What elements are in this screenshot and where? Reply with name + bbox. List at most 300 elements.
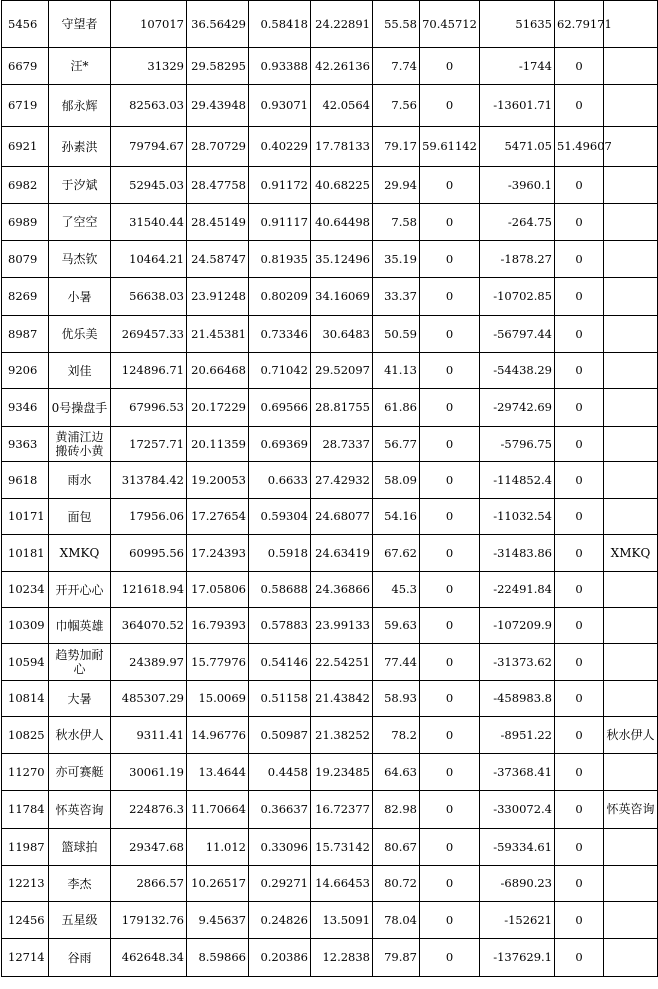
col8-cell: 0 — [420, 866, 480, 902]
rank-cell: 9346 — [2, 389, 49, 427]
name-cell: 李杰 — [49, 866, 111, 902]
amount-cell: 56638.03 — [111, 278, 187, 316]
table-row — [2, 717, 658, 754]
name-cell: 郁永辉 — [49, 85, 111, 127]
rank-cell: 10309 — [2, 608, 49, 644]
col10-cell: 0 — [555, 85, 604, 127]
col8-cell: 0 — [420, 608, 480, 644]
col9-cell: 5471.05 — [480, 127, 555, 167]
col4-cell: 17.24393 — [187, 535, 249, 572]
col8-cell: 0 — [420, 499, 480, 535]
col9-cell: -5796.75 — [480, 427, 555, 462]
table-row — [2, 85, 658, 127]
col6-cell: 12.2838 — [311, 939, 373, 977]
col5-cell: 0.58418 — [249, 1, 311, 48]
col7-cell: 79.17 — [373, 127, 420, 167]
note-cell — [604, 499, 658, 535]
col4-cell: 29.58295 — [187, 48, 249, 85]
amount-cell: 124896.71 — [111, 353, 187, 389]
col9-cell: 51635 — [480, 1, 555, 48]
col4-cell: 17.27654 — [187, 499, 249, 535]
col7-cell: 80.72 — [373, 866, 420, 902]
col10-cell: 0 — [555, 754, 604, 791]
note-cell — [604, 48, 658, 85]
rank-cell: 9618 — [2, 462, 49, 499]
col7-cell: 7.56 — [373, 85, 420, 127]
col9-cell: -29742.69 — [480, 389, 555, 427]
name-cell: 汪* — [49, 48, 111, 85]
note-cell — [604, 167, 658, 204]
rank-cell: 11987 — [2, 829, 49, 866]
rank-cell: 9363 — [2, 427, 49, 462]
col6-cell: 30.6483 — [311, 316, 373, 353]
col9-cell: -37368.41 — [480, 754, 555, 791]
col10-cell: 0 — [555, 462, 604, 499]
col7-cell: 29.94 — [373, 167, 420, 204]
col8-cell: 0 — [420, 427, 480, 462]
amount-cell: 67996.53 — [111, 389, 187, 427]
col7-cell: 59.63 — [373, 608, 420, 644]
col6-cell: 23.99133 — [311, 608, 373, 644]
name-cell: 怀英咨询 — [49, 791, 111, 829]
col10-cell: 0 — [555, 278, 604, 316]
col9-cell: -114852.4 — [480, 462, 555, 499]
col7-cell: 58.09 — [373, 462, 420, 499]
col10-cell: 0 — [555, 791, 604, 829]
note-cell — [604, 754, 658, 791]
name-cell: 守望者 — [49, 1, 111, 48]
col8-cell: 0 — [420, 353, 480, 389]
col5-cell: 0.5918 — [249, 535, 311, 572]
col6-cell: 34.16069 — [311, 278, 373, 316]
col5-cell: 0.93071 — [249, 85, 311, 127]
name-cell: 开开心心 — [49, 572, 111, 608]
amount-cell: 82563.03 — [111, 85, 187, 127]
col6-cell: 40.68225 — [311, 167, 373, 204]
amount-cell: 2866.57 — [111, 866, 187, 902]
col10-cell: 0 — [555, 829, 604, 866]
rank-cell: 12213 — [2, 866, 49, 902]
note-cell — [604, 204, 658, 241]
col6-cell: 14.66453 — [311, 866, 373, 902]
col5-cell: 0.57883 — [249, 608, 311, 644]
col10-cell: 0 — [555, 572, 604, 608]
rank-cell: 8269 — [2, 278, 49, 316]
amount-cell: 52945.03 — [111, 167, 187, 204]
table-row — [2, 462, 658, 499]
col8-cell: 0 — [420, 717, 480, 754]
col7-cell: 64.63 — [373, 754, 420, 791]
col7-cell: 7.74 — [373, 48, 420, 85]
name-cell: 小暑 — [49, 278, 111, 316]
col4-cell: 15.77976 — [187, 644, 249, 681]
table-row — [2, 608, 658, 644]
col9-cell: -13601.71 — [480, 85, 555, 127]
col10-cell: 0 — [555, 389, 604, 427]
col4-cell: 8.59866 — [187, 939, 249, 977]
amount-cell: 79794.67 — [111, 127, 187, 167]
table-row — [2, 866, 658, 902]
note-cell — [604, 316, 658, 353]
col7-cell: 82.98 — [373, 791, 420, 829]
col5-cell: 0.6633 — [249, 462, 311, 499]
col8-cell: 0 — [420, 204, 480, 241]
col8-cell: 0 — [420, 389, 480, 427]
table-row — [2, 939, 658, 977]
col7-cell: 45.3 — [373, 572, 420, 608]
col5-cell: 0.58688 — [249, 572, 311, 608]
table-body — [2, 1, 658, 977]
table-row — [2, 1, 658, 48]
col10-cell: 0 — [555, 681, 604, 717]
amount-cell: 29347.68 — [111, 829, 187, 866]
col9-cell: -152621 — [480, 902, 555, 939]
amount-cell: 107017 — [111, 1, 187, 48]
table-row — [2, 241, 658, 278]
col5-cell: 0.4458 — [249, 754, 311, 791]
col8-cell: 0 — [420, 462, 480, 499]
col6-cell: 17.78133 — [311, 127, 373, 167]
col6-cell: 21.43842 — [311, 681, 373, 717]
col10-cell: 0 — [555, 535, 604, 572]
table-row — [2, 829, 658, 866]
name-cell: 刘佳 — [49, 353, 111, 389]
col7-cell: 67.62 — [373, 535, 420, 572]
name-cell: 趋势加耐心 — [49, 644, 111, 681]
table-row — [2, 353, 658, 389]
col9-cell: -330072.4 — [480, 791, 555, 829]
col6-cell: 15.73142 — [311, 829, 373, 866]
name-cell: 黄浦江边搬砖小黄 — [49, 427, 111, 462]
rank-cell: 6982 — [2, 167, 49, 204]
note-cell — [604, 241, 658, 278]
name-cell: 马杰钦 — [49, 241, 111, 278]
name-cell: 五星级 — [49, 902, 111, 939]
col6-cell: 24.36866 — [311, 572, 373, 608]
col8-cell: 0 — [420, 535, 480, 572]
note-cell — [604, 85, 658, 127]
col8-cell: 0 — [420, 85, 480, 127]
col10-cell: 0 — [555, 427, 604, 462]
amount-cell: 364070.52 — [111, 608, 187, 644]
note-cell — [604, 462, 658, 499]
col6-cell: 19.23485 — [311, 754, 373, 791]
col4-cell: 24.58747 — [187, 241, 249, 278]
name-cell: 0号操盘手 — [49, 389, 111, 427]
col10-cell: 0 — [555, 204, 604, 241]
col9-cell: -31483.86 — [480, 535, 555, 572]
col9-cell: -3960.1 — [480, 167, 555, 204]
amount-cell: 179132.76 — [111, 902, 187, 939]
col8-cell: 0 — [420, 754, 480, 791]
col10-cell: 0 — [555, 241, 604, 278]
name-cell: 秋水伊人 — [49, 717, 111, 754]
col10-cell: 0 — [555, 316, 604, 353]
rank-cell: 5456 — [2, 1, 49, 48]
col10-cell: 0 — [555, 717, 604, 754]
table-row — [2, 316, 658, 353]
col8-cell: 0 — [420, 644, 480, 681]
col4-cell: 20.17229 — [187, 389, 249, 427]
rank-cell: 10814 — [2, 681, 49, 717]
table-row — [2, 681, 658, 717]
col6-cell: 22.54251 — [311, 644, 373, 681]
col5-cell: 0.73346 — [249, 316, 311, 353]
name-cell: 亦可赛艇 — [49, 754, 111, 791]
col10-cell: 0 — [555, 167, 604, 204]
col9-cell: -54438.29 — [480, 353, 555, 389]
amount-cell: 31540.44 — [111, 204, 187, 241]
col5-cell: 0.91117 — [249, 204, 311, 241]
name-cell: 雨水 — [49, 462, 111, 499]
col4-cell: 13.4644 — [187, 754, 249, 791]
col7-cell: 79.87 — [373, 939, 420, 977]
name-cell: 巾帼英雄 — [49, 608, 111, 644]
col10-cell: 0 — [555, 48, 604, 85]
col4-cell: 28.70729 — [187, 127, 249, 167]
name-cell: 了空空 — [49, 204, 111, 241]
col10-cell: 0 — [555, 939, 604, 977]
name-cell: XMKQ — [49, 535, 111, 572]
rank-cell: 6719 — [2, 85, 49, 127]
col5-cell: 0.36637 — [249, 791, 311, 829]
col9-cell: -59334.61 — [480, 829, 555, 866]
note-cell — [604, 389, 658, 427]
col8-cell: 59.61142 — [420, 127, 480, 167]
col7-cell: 55.58 — [373, 1, 420, 48]
note-cell — [604, 572, 658, 608]
name-cell: 面包 — [49, 499, 111, 535]
col4-cell: 9.45637 — [187, 902, 249, 939]
col6-cell: 24.22891 — [311, 1, 373, 48]
rank-cell: 12714 — [2, 939, 49, 977]
col8-cell: 0 — [420, 316, 480, 353]
note-cell — [604, 829, 658, 866]
col8-cell: 0 — [420, 572, 480, 608]
name-cell: 篮球拍 — [49, 829, 111, 866]
note-cell: 怀英咨询 — [604, 791, 658, 829]
note-cell — [604, 353, 658, 389]
col9-cell: -1878.27 — [480, 241, 555, 278]
col8-cell: 0 — [420, 278, 480, 316]
col5-cell: 0.71042 — [249, 353, 311, 389]
name-cell: 谷雨 — [49, 939, 111, 977]
col6-cell: 13.5091 — [311, 902, 373, 939]
col5-cell: 0.33096 — [249, 829, 311, 866]
col8-cell: 0 — [420, 167, 480, 204]
col5-cell: 0.29271 — [249, 866, 311, 902]
table-row — [2, 572, 658, 608]
note-cell — [604, 608, 658, 644]
col4-cell: 16.79393 — [187, 608, 249, 644]
table-row — [2, 278, 658, 316]
amount-cell: 24389.97 — [111, 644, 187, 681]
col9-cell: -1744 — [480, 48, 555, 85]
col4-cell: 15.0069 — [187, 681, 249, 717]
name-cell: 优乐美 — [49, 316, 111, 353]
amount-cell: 485307.29 — [111, 681, 187, 717]
rank-cell: 10594 — [2, 644, 49, 681]
col9-cell: -10702.85 — [480, 278, 555, 316]
amount-cell: 60995.56 — [111, 535, 187, 572]
col5-cell: 0.40229 — [249, 127, 311, 167]
col4-cell: 11.70664 — [187, 791, 249, 829]
col5-cell: 0.50987 — [249, 717, 311, 754]
col4-cell: 17.05806 — [187, 572, 249, 608]
note-cell — [604, 902, 658, 939]
col4-cell: 21.45381 — [187, 316, 249, 353]
note-cell — [604, 427, 658, 462]
col7-cell: 7.58 — [373, 204, 420, 241]
table-row — [2, 204, 658, 241]
col4-cell: 19.20053 — [187, 462, 249, 499]
note-cell: 秋水伊人 — [604, 717, 658, 754]
table-row — [2, 902, 658, 939]
col8-cell: 0 — [420, 902, 480, 939]
table-row — [2, 535, 658, 572]
col7-cell: 77.44 — [373, 644, 420, 681]
amount-cell: 121618.94 — [111, 572, 187, 608]
table-row — [2, 499, 658, 535]
col10-cell: 0 — [555, 608, 604, 644]
table-row — [2, 754, 658, 791]
col6-cell: 28.81755 — [311, 389, 373, 427]
col4-cell: 11.012 — [187, 829, 249, 866]
col5-cell: 0.69566 — [249, 389, 311, 427]
col10-cell: 0 — [555, 499, 604, 535]
col9-cell: -22491.84 — [480, 572, 555, 608]
rank-cell: 6989 — [2, 204, 49, 241]
amount-cell: 224876.3 — [111, 791, 187, 829]
amount-cell: 269457.33 — [111, 316, 187, 353]
col9-cell: -8951.22 — [480, 717, 555, 754]
col4-cell: 28.47758 — [187, 167, 249, 204]
name-cell: 孙素洪 — [49, 127, 111, 167]
table-row — [2, 644, 658, 681]
rank-cell: 9206 — [2, 353, 49, 389]
col4-cell: 20.66468 — [187, 353, 249, 389]
col6-cell: 42.0564 — [311, 85, 373, 127]
col4-cell: 14.96776 — [187, 717, 249, 754]
col5-cell: 0.54146 — [249, 644, 311, 681]
amount-cell: 10464.21 — [111, 241, 187, 278]
col8-cell: 0 — [420, 939, 480, 977]
col4-cell: 20.11359 — [187, 427, 249, 462]
col9-cell: -107209.9 — [480, 608, 555, 644]
table-row — [2, 167, 658, 204]
amount-cell: 313784.42 — [111, 462, 187, 499]
col6-cell: 29.52097 — [311, 353, 373, 389]
col8-cell: 0 — [420, 829, 480, 866]
rank-cell: 11270 — [2, 754, 49, 791]
note-cell: XMKQ — [604, 535, 658, 572]
amount-cell: 17956.06 — [111, 499, 187, 535]
rank-cell: 11784 — [2, 791, 49, 829]
col7-cell: 33.37 — [373, 278, 420, 316]
amount-cell: 31329 — [111, 48, 187, 85]
col7-cell: 35.19 — [373, 241, 420, 278]
rank-cell: 10171 — [2, 499, 49, 535]
col10-cell: 62.79171 — [555, 1, 604, 48]
col6-cell: 24.63419 — [311, 535, 373, 572]
col9-cell: -11032.54 — [480, 499, 555, 535]
rank-cell: 12456 — [2, 902, 49, 939]
col10-cell: 51.49607 — [555, 127, 604, 167]
amount-cell: 462648.34 — [111, 939, 187, 977]
col9-cell: -31373.62 — [480, 644, 555, 681]
col5-cell: 0.59304 — [249, 499, 311, 535]
table-row — [2, 127, 658, 167]
rank-cell: 6921 — [2, 127, 49, 167]
rank-cell: 8987 — [2, 316, 49, 353]
col7-cell: 58.93 — [373, 681, 420, 717]
table-row — [2, 48, 658, 85]
col5-cell: 0.80209 — [249, 278, 311, 316]
col4-cell: 28.45149 — [187, 204, 249, 241]
rank-cell: 10234 — [2, 572, 49, 608]
col6-cell: 40.64498 — [311, 204, 373, 241]
note-cell — [604, 681, 658, 717]
col7-cell: 41.13 — [373, 353, 420, 389]
col7-cell: 56.77 — [373, 427, 420, 462]
col6-cell: 28.7337 — [311, 427, 373, 462]
amount-cell: 17257.71 — [111, 427, 187, 462]
col5-cell: 0.51158 — [249, 681, 311, 717]
col9-cell: -6890.23 — [480, 866, 555, 902]
name-cell: 大暑 — [49, 681, 111, 717]
col8-cell: 0 — [420, 791, 480, 829]
rank-cell: 10825 — [2, 717, 49, 754]
col4-cell: 36.56429 — [187, 1, 249, 48]
name-cell: 于汐斌 — [49, 167, 111, 204]
col6-cell: 42.26136 — [311, 48, 373, 85]
note-cell — [604, 644, 658, 681]
col9-cell: -56797.44 — [480, 316, 555, 353]
rank-cell: 8079 — [2, 241, 49, 278]
amount-cell: 9311.41 — [111, 717, 187, 754]
col10-cell: 0 — [555, 644, 604, 681]
col10-cell: 0 — [555, 902, 604, 939]
col5-cell: 0.24826 — [249, 902, 311, 939]
col7-cell: 80.67 — [373, 829, 420, 866]
note-cell — [604, 939, 658, 977]
col8-cell: 70.45712 — [420, 1, 480, 48]
col5-cell: 0.93388 — [249, 48, 311, 85]
col9-cell: -264.75 — [480, 204, 555, 241]
col7-cell: 50.59 — [373, 316, 420, 353]
col4-cell: 23.91248 — [187, 278, 249, 316]
col10-cell: 0 — [555, 353, 604, 389]
ranking-table — [1, 0, 658, 977]
amount-cell: 30061.19 — [111, 754, 187, 791]
table-row — [2, 791, 658, 829]
col7-cell: 61.86 — [373, 389, 420, 427]
col6-cell: 35.12496 — [311, 241, 373, 278]
col4-cell: 10.26517 — [187, 866, 249, 902]
note-cell — [604, 866, 658, 902]
table-row — [2, 389, 658, 427]
col4-cell: 29.43948 — [187, 85, 249, 127]
table-row — [2, 427, 658, 462]
col8-cell: 0 — [420, 48, 480, 85]
col9-cell: -458983.8 — [480, 681, 555, 717]
col8-cell: 0 — [420, 681, 480, 717]
col5-cell: 0.20386 — [249, 939, 311, 977]
col6-cell: 16.72377 — [311, 791, 373, 829]
col5-cell: 0.91172 — [249, 167, 311, 204]
col5-cell: 0.69369 — [249, 427, 311, 462]
col10-cell: 0 — [555, 866, 604, 902]
